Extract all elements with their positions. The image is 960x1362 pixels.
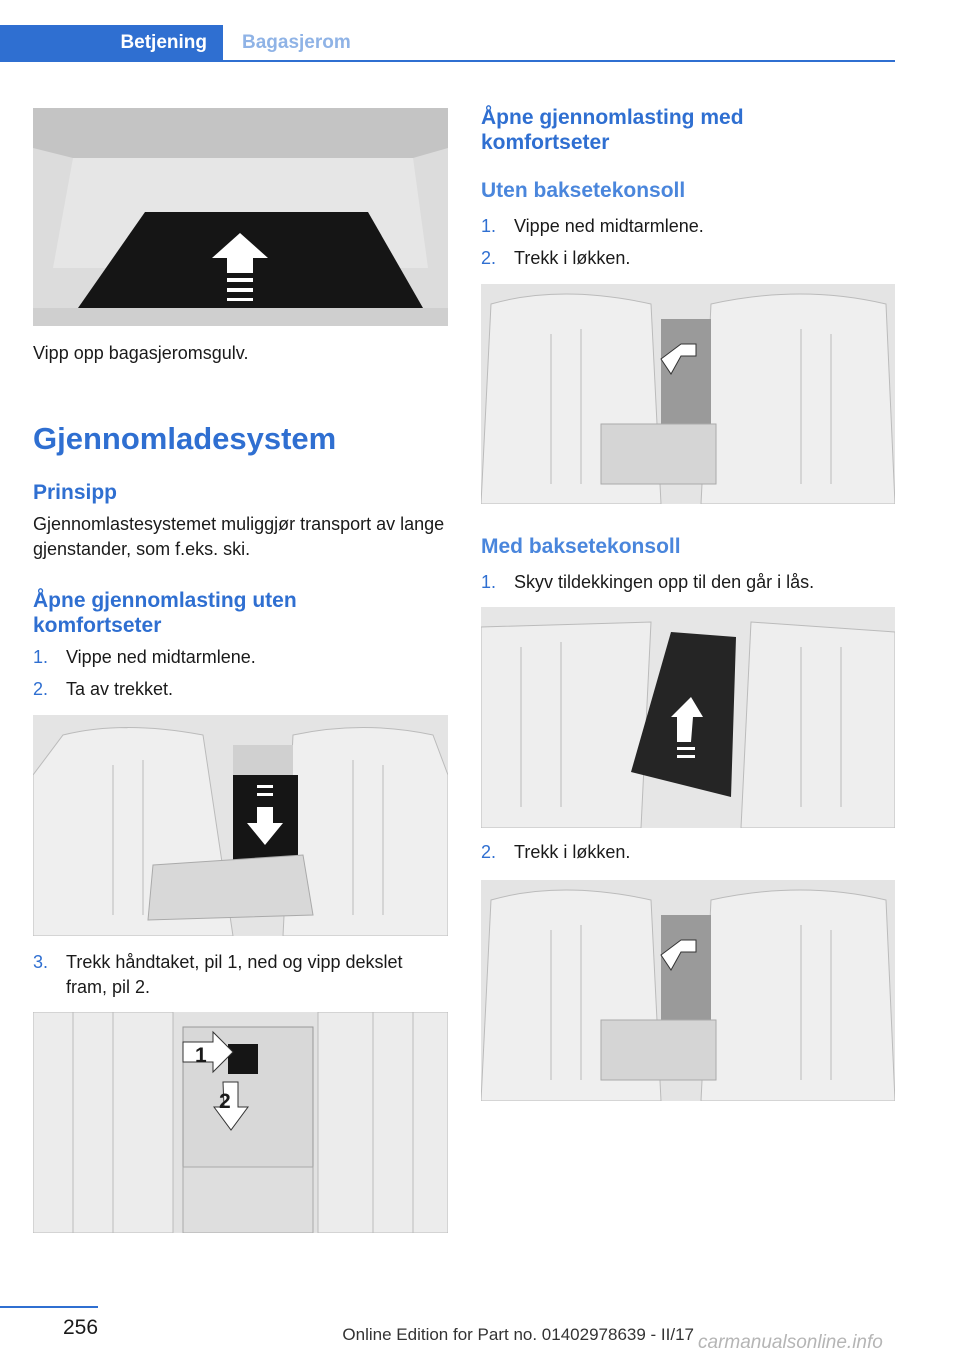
step-text: Ta av trekket. xyxy=(66,679,174,699)
step-text: Skyv tildekkingen opp til den går i lås. xyxy=(514,572,815,592)
step-number: 2. xyxy=(33,679,49,699)
armrest-cover-image xyxy=(33,715,448,936)
step-text: Trekk håndtaket, pil 1, ned og vipp dekslet fram, pil 2. xyxy=(66,952,403,997)
tab-bagasjerom-label: Bagasjerom xyxy=(242,32,351,53)
left-step-2 xyxy=(33,677,173,702)
trunk-floor-caption: Vipp opp bagasjeromsgulv. xyxy=(33,343,249,363)
header-rule xyxy=(0,60,895,62)
step-number: 3. xyxy=(33,952,49,972)
step-number: 1. xyxy=(33,647,49,667)
step-number: 1. xyxy=(481,572,497,592)
right-step-b2 xyxy=(481,840,630,865)
footer-rule xyxy=(0,1306,98,1308)
section-heading: Gjennomladesystem xyxy=(33,421,337,456)
tab-betjening-label: Betjening xyxy=(120,32,207,53)
right-step-b1 xyxy=(481,570,814,595)
loop-pull-console-image xyxy=(481,880,895,1101)
watermark: carmanualsonline.info xyxy=(698,1332,883,1353)
principle-heading: Prinsipp xyxy=(33,481,118,504)
tab-betjening[interactable] xyxy=(0,25,223,61)
without-console-heading: Uten baksetekonsoll xyxy=(481,179,686,202)
handle-flap-image xyxy=(33,1012,448,1233)
without-comfort-heading: Åpne gjennomlasting uten komfortseter xyxy=(33,589,297,637)
loop-pull-image xyxy=(481,284,895,504)
step-text: Vippe ned midtarmlene. xyxy=(514,216,704,236)
trunk-floor-image xyxy=(33,108,448,326)
edition-note: Online Edition for Part no. 01402978639 - II/17 xyxy=(342,1325,694,1344)
callout-1: 1 xyxy=(195,1044,207,1067)
right-step-a2 xyxy=(481,246,630,271)
step-text: Vippe ned midtarmlene. xyxy=(66,647,256,667)
slide-cover-image xyxy=(481,607,895,828)
with-console-heading: Med baksetekonsoll xyxy=(481,535,681,558)
step-number: 2. xyxy=(481,842,497,862)
step-text: Trekk i løkken. xyxy=(514,842,631,862)
right-step-a1 xyxy=(481,214,704,239)
left-step-1 xyxy=(33,645,256,670)
page-number: 256 xyxy=(63,1316,99,1339)
callout-2: 2 xyxy=(219,1090,231,1113)
left-step-3 xyxy=(33,950,448,1000)
step-number: 1. xyxy=(481,216,497,236)
principle-text: Gjennomlastesystemet muliggjør transport av lange gjenstander, som f.eks. ski. xyxy=(33,514,445,559)
step-number: 2. xyxy=(481,248,497,268)
with-comfort-heading: Åpne gjennomlasting med komfortseter xyxy=(481,106,744,154)
step-text: Trekk i løkken. xyxy=(514,248,631,268)
tab-bagasjerom[interactable] xyxy=(223,25,351,61)
